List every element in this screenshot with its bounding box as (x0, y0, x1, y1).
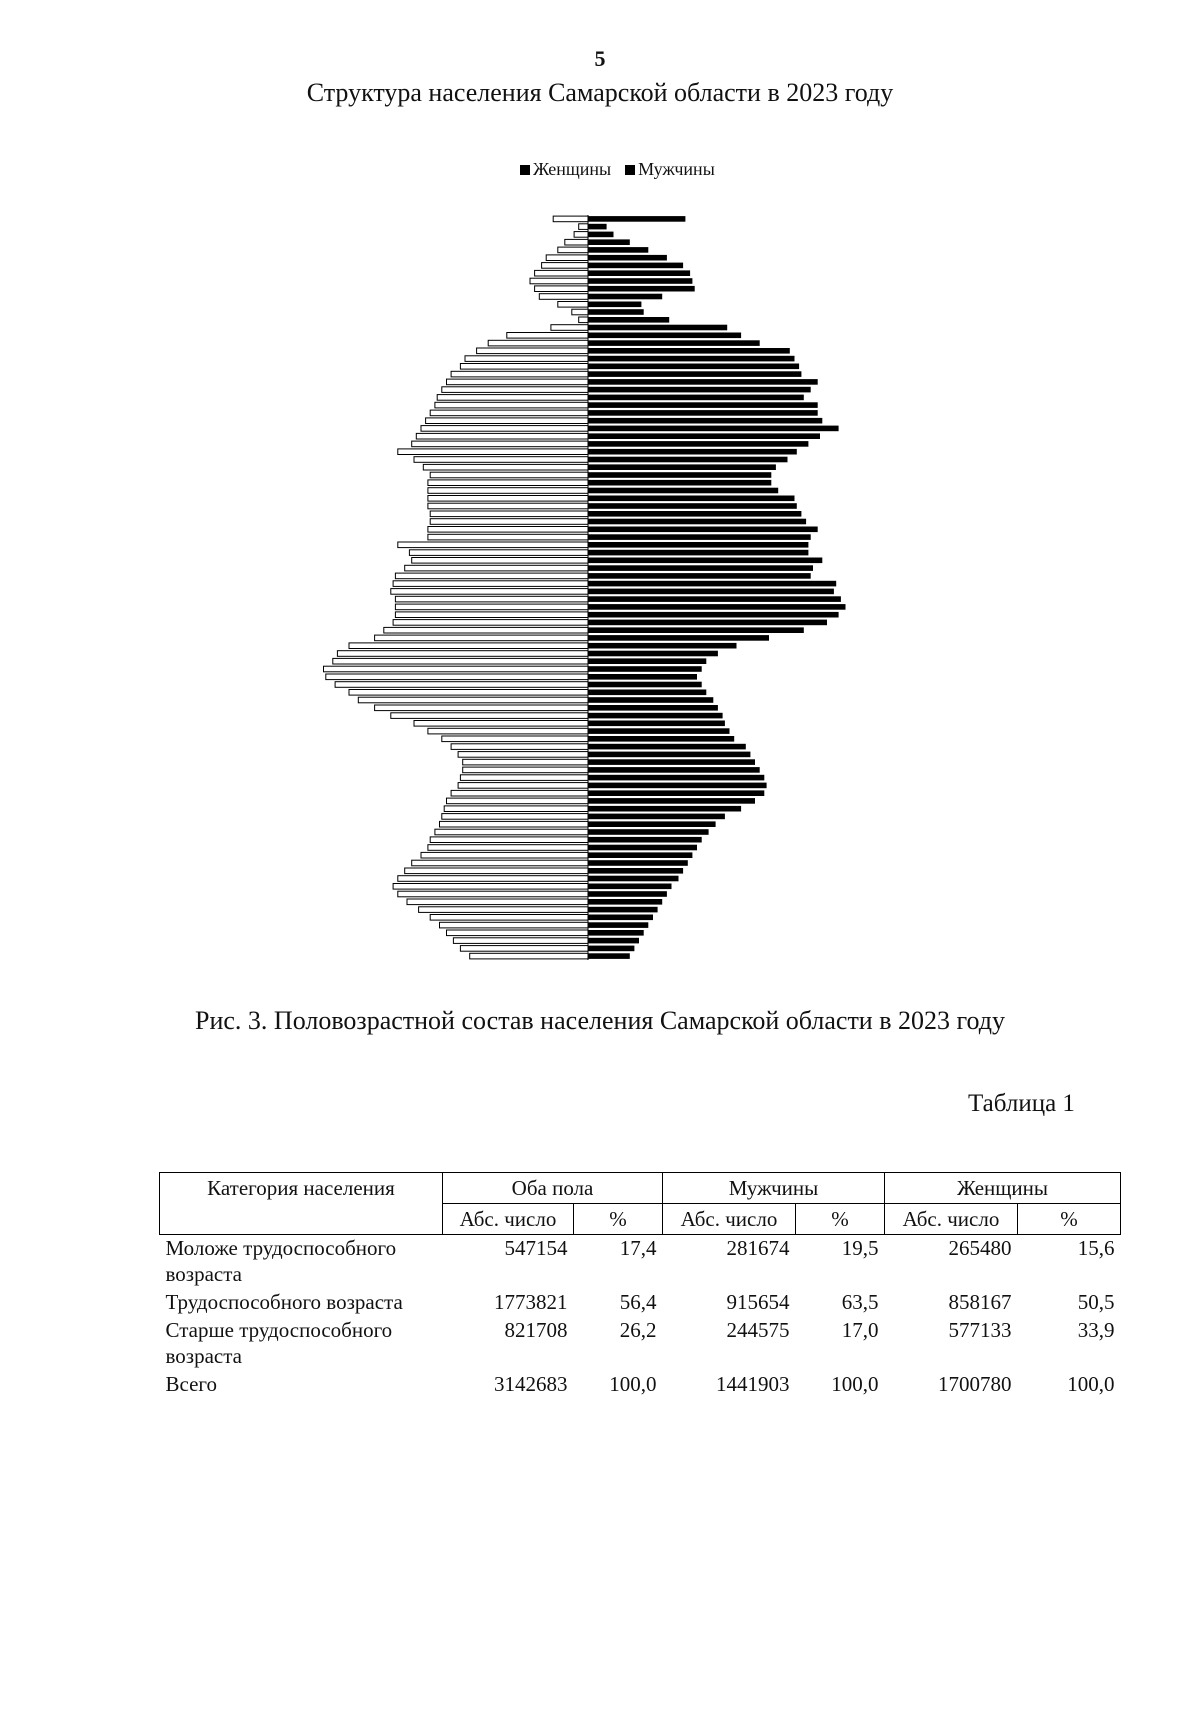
bar-women (553, 216, 588, 222)
header-group-men: Мужчины (663, 1173, 885, 1204)
bar-men (588, 426, 839, 432)
cell-value: 858167 (948, 1290, 1012, 1314)
bar-men (588, 620, 827, 626)
bar-women (477, 348, 588, 354)
bar-men (588, 534, 811, 540)
bar-men (588, 744, 746, 750)
bar-women (412, 441, 588, 447)
subheader-pct: % (1018, 1204, 1121, 1235)
bar-men (588, 364, 799, 370)
bar-women (398, 542, 588, 548)
bar-men (588, 806, 741, 812)
bar-women (349, 643, 588, 649)
header-group-women: Женщины (885, 1173, 1121, 1204)
bar-women (460, 364, 588, 370)
bar-women (572, 309, 588, 315)
bar-men (588, 433, 820, 439)
bar-women (535, 286, 588, 292)
table-row (160, 1289, 1121, 1317)
bar-women (375, 635, 588, 641)
cell-value: 100,0 (1067, 1372, 1115, 1396)
bar-women (579, 224, 588, 230)
subheader-abs: Абс. число (443, 1204, 574, 1235)
cell-value: 244575 (726, 1318, 790, 1342)
bar-men (588, 790, 764, 796)
figure-caption: Рис. 3. Половозрастной состав населения Самарской области в 2023 году (195, 1006, 1005, 1035)
bar-men (588, 783, 767, 789)
bar-men (588, 635, 769, 641)
bar-women (407, 899, 588, 905)
bar-men (588, 387, 811, 393)
page-title: Структура населения Самарской области в 2023 году (306, 78, 894, 107)
bar-men (588, 325, 727, 331)
bar-men (588, 441, 808, 447)
bar-men (588, 348, 790, 354)
bar-women (470, 953, 588, 959)
bar-women (426, 418, 588, 424)
bar-women (444, 806, 588, 812)
bar-women (442, 736, 588, 742)
bar-women (539, 294, 588, 300)
bar-women (451, 790, 588, 796)
bar-women (430, 915, 588, 921)
bar-men (588, 814, 725, 820)
bar-men (588, 612, 839, 618)
bar-women (412, 860, 588, 866)
bar-women (421, 852, 588, 858)
bar-women (405, 868, 588, 874)
bar-women (430, 472, 588, 478)
row-label: Моложе трудоспособного возраста (165, 1236, 397, 1286)
bar-women (398, 449, 588, 455)
bar-men (588, 775, 764, 781)
bar-women (463, 767, 588, 773)
bar-men (588, 581, 836, 587)
bar-women (391, 589, 588, 595)
bar-men (588, 884, 672, 890)
table-row (160, 1235, 1121, 1290)
bar-women (333, 658, 588, 664)
bar-women (391, 713, 588, 719)
cell-value: 281674 (726, 1236, 790, 1260)
bar-women (442, 387, 588, 393)
cell-value: 26,2 (619, 1318, 657, 1342)
bar-men (588, 666, 702, 672)
bar-men (588, 270, 690, 276)
bar-women (460, 775, 588, 781)
bar-men (588, 542, 808, 548)
bar-men (588, 658, 706, 664)
bar-women (579, 317, 588, 323)
bar-women (326, 674, 588, 680)
bar-men (588, 558, 822, 564)
bar-men (588, 255, 667, 261)
bar-men (588, 953, 630, 959)
bar-women (428, 534, 588, 540)
bar-men (588, 278, 692, 284)
bar-men (588, 690, 706, 696)
bar-men (588, 643, 737, 649)
bar-women (395, 596, 588, 602)
header-group-both: Оба пола (443, 1173, 663, 1204)
cell-value: 915654 (726, 1290, 790, 1314)
cell-value: 1773821 (494, 1290, 568, 1314)
bar-men (588, 340, 760, 346)
bar-women (542, 263, 588, 269)
bar-women (393, 884, 588, 890)
bar-men (588, 627, 804, 633)
bar-women (423, 464, 588, 470)
cell-value: 100,0 (831, 1372, 879, 1396)
bar-women (535, 270, 588, 276)
bar-women (395, 604, 588, 610)
bar-men (588, 589, 834, 595)
bar-men (588, 705, 718, 711)
bar-men (588, 573, 811, 579)
bar-women (393, 620, 588, 626)
bar-men (588, 697, 713, 703)
bar-women (428, 488, 588, 494)
bar-women (416, 433, 588, 439)
bar-women (546, 255, 588, 261)
bar-women (558, 247, 588, 253)
subheader-abs: Абс. число (885, 1204, 1018, 1235)
bar-women (574, 232, 588, 238)
bar-men (588, 852, 692, 858)
bar-men (588, 876, 679, 882)
bar-men (588, 565, 813, 571)
bar-men (588, 488, 778, 494)
bar-men (588, 418, 822, 424)
bar-men (588, 527, 818, 533)
cell-value: 1441903 (716, 1372, 790, 1396)
bar-men (588, 868, 683, 874)
population-table (159, 1172, 1121, 1399)
bar-women (507, 333, 588, 339)
bar-men (588, 682, 702, 688)
bar-men (588, 379, 818, 385)
bar-men (588, 759, 755, 765)
bar-women (465, 356, 588, 362)
cell-value: 56,4 (619, 1290, 657, 1314)
bar-men (588, 464, 776, 470)
bar-women (430, 511, 588, 517)
bar-men (588, 511, 801, 517)
bar-men (588, 550, 808, 556)
bar-men (588, 837, 702, 843)
cell-value: 577133 (948, 1318, 1012, 1342)
bar-women (437, 395, 588, 401)
bar-women (565, 239, 588, 245)
bar-women (412, 558, 588, 564)
bar-women (428, 527, 588, 533)
bar-men (588, 302, 641, 308)
bar-women (447, 379, 589, 385)
bar-men (588, 395, 804, 401)
legend-label-women: Женщины (533, 159, 612, 179)
cell-value: 19,5 (841, 1236, 879, 1260)
bar-men (588, 821, 716, 827)
bar-men (588, 829, 709, 835)
bar-women (442, 814, 588, 820)
bar-women (440, 922, 589, 928)
bar-women (435, 829, 588, 835)
header-category: Категория населения (160, 1173, 443, 1235)
bar-women (558, 302, 588, 308)
cell-value: 15,6 (1077, 1236, 1115, 1260)
bar-women (349, 690, 588, 696)
bar-men (588, 410, 818, 416)
bar-men (588, 946, 634, 952)
cell-value: 1700780 (938, 1372, 1012, 1396)
cell-value: 821708 (504, 1318, 568, 1342)
bar-women (324, 666, 589, 672)
bar-men (588, 891, 667, 897)
bar-men (588, 519, 806, 525)
bar-men (588, 333, 741, 339)
table-row (160, 1371, 1121, 1399)
bar-women (460, 946, 588, 952)
bar-men (588, 930, 644, 936)
bar-women (463, 759, 588, 765)
cell-value: 17,4 (619, 1236, 657, 1260)
bar-women (337, 651, 588, 657)
bar-women (358, 697, 588, 703)
bar-women (375, 705, 588, 711)
bar-women (458, 752, 588, 758)
cell-value: 17,0 (841, 1318, 879, 1342)
bar-women (430, 410, 588, 416)
bar-men (588, 922, 648, 928)
bar-men (588, 232, 614, 238)
bar-women (551, 325, 588, 331)
bar-women (428, 496, 588, 502)
bar-women (488, 340, 588, 346)
bar-men (588, 728, 730, 734)
bar-women (430, 519, 588, 525)
bar-women (393, 581, 588, 587)
bar-women (430, 837, 588, 843)
bar-women (453, 938, 588, 944)
bar-women (398, 891, 588, 897)
legend-label-men: Мужчины (638, 159, 715, 179)
bar-women (428, 728, 588, 734)
bar-women (530, 278, 588, 284)
bar-men (588, 480, 771, 486)
cell-value: 547154 (504, 1236, 568, 1260)
bar-men (588, 713, 723, 719)
bar-men (588, 239, 630, 245)
cell-value: 33,9 (1077, 1318, 1115, 1342)
bar-women (414, 721, 588, 727)
bar-men (588, 736, 734, 742)
row-label: Всего (165, 1372, 217, 1396)
table-label: Таблица 1 (968, 1090, 1075, 1117)
cell-value: 100,0 (609, 1372, 657, 1396)
bar-women (447, 798, 589, 804)
bar-men (588, 651, 718, 657)
table-row (160, 1317, 1121, 1371)
bar-women (428, 503, 588, 509)
bar-men (588, 767, 760, 773)
bar-men (588, 294, 662, 300)
bar-men (588, 899, 662, 905)
bar-men (588, 596, 841, 602)
bar-men (588, 907, 658, 913)
bar-men (588, 503, 797, 509)
subheader-pct: % (796, 1204, 885, 1235)
bar-women (414, 457, 588, 463)
bar-men (588, 798, 755, 804)
bar-men (588, 402, 818, 408)
bar-women (395, 612, 588, 618)
table-header-row (160, 1173, 1121, 1204)
bar-women (395, 573, 588, 579)
row-label: Трудоспособного возраста (165, 1290, 403, 1314)
bar-men (588, 317, 669, 323)
bar-men (588, 496, 795, 502)
row-label: Старше трудоспособного возраста (165, 1318, 393, 1368)
bar-women (428, 480, 588, 486)
cell-value: 265480 (948, 1236, 1012, 1260)
bar-men (588, 216, 685, 222)
bar-women (440, 821, 589, 827)
bar-men (588, 472, 771, 478)
cell-value: 3142683 (494, 1372, 568, 1396)
bar-women (451, 371, 588, 377)
bar-women (335, 682, 588, 688)
bar-men (588, 449, 797, 455)
bar-men (588, 752, 750, 758)
bar-women (428, 845, 588, 851)
bar-women (451, 744, 588, 750)
bar-women (458, 783, 588, 789)
cell-value: 63,5 (841, 1290, 879, 1314)
bar-men (588, 915, 653, 921)
cell-value: 50,5 (1077, 1290, 1115, 1314)
subheader-pct: % (574, 1204, 663, 1235)
bar-men (588, 604, 846, 610)
subheader-abs: Абс. число (663, 1204, 796, 1235)
page-number: 5 (594, 46, 606, 71)
bar-women (384, 627, 588, 633)
bar-men (588, 263, 683, 269)
bar-women (447, 930, 589, 936)
bar-women (435, 402, 588, 408)
bar-women (421, 426, 588, 432)
bar-men (588, 457, 788, 463)
bar-men (588, 674, 697, 680)
bar-men (588, 247, 648, 253)
bar-women (405, 565, 588, 571)
bar-men (588, 309, 644, 315)
bar-men (588, 938, 639, 944)
bar-men (588, 721, 725, 727)
bar-men (588, 224, 607, 230)
bar-men (588, 860, 688, 866)
bar-men (588, 356, 795, 362)
bar-men (588, 371, 801, 377)
bar-women (398, 876, 588, 882)
bar-women (419, 907, 588, 913)
bar-men (588, 845, 697, 851)
bar-men (588, 286, 695, 292)
bar-women (409, 550, 588, 556)
